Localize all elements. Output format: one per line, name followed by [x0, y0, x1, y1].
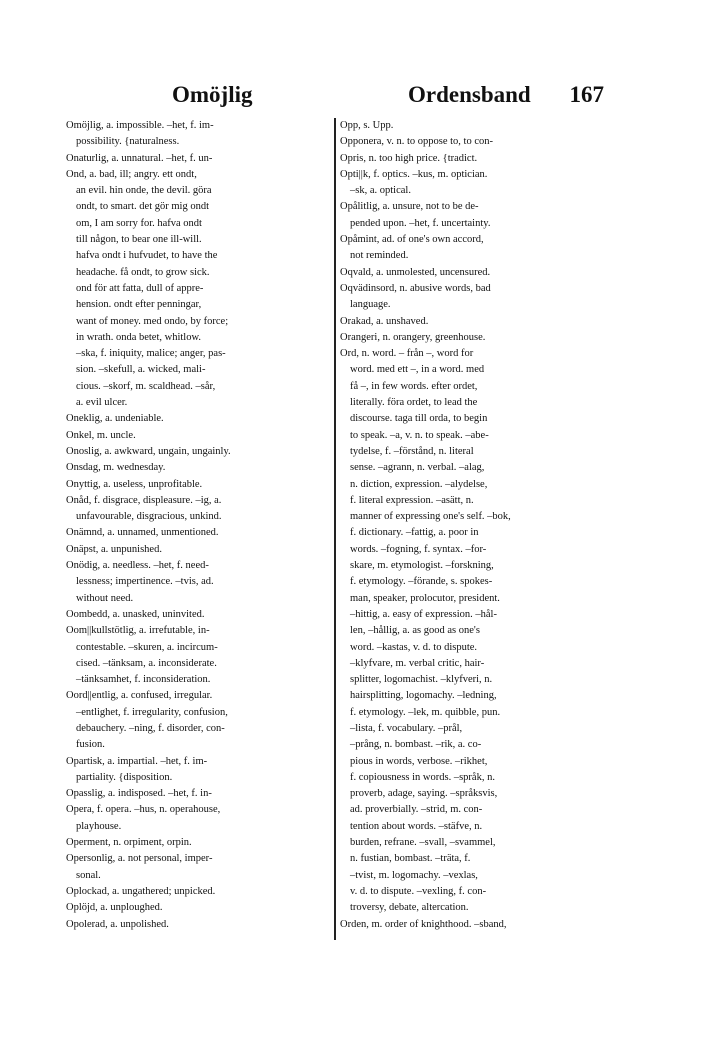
entry-line: v. d. to dispute. –vexling, f. con-	[350, 885, 487, 897]
dictionary-page	[64, 82, 610, 942]
entry-line: want of money. med ondo, by force;	[76, 315, 229, 327]
entry-line: partiality. {disposition.	[76, 771, 173, 783]
entry-line: Onoslig, a. awkward, ungain, ungainly.	[66, 445, 231, 457]
entry-line: Opåmint, ad. of one's own accord,	[340, 234, 484, 246]
entry-line: om, I am sorry for. hafva ondt	[76, 217, 202, 229]
entry-line: discourse. taga till orda, to begin	[350, 413, 488, 425]
entry-line: proverb, adage, saying. –språksvis,	[350, 788, 498, 800]
entry-line: f. etymology. –förande, s. spokes-	[350, 576, 493, 588]
entry-line: Opolerad, a. unpolished.	[66, 918, 169, 930]
entry-line: –tvist, m. logomachy. –vexlas,	[350, 869, 478, 881]
entry-line: Opris, n. too high price. {tradict.	[340, 152, 478, 164]
header-left-guide-word: Omöjlig	[172, 82, 253, 107]
entry-line: in wrath. onda betet, whitlow.	[76, 331, 202, 343]
entry-line: Opartisk, a. impartial. –het, f. im-	[66, 755, 208, 767]
entry-line: pended upon. –het, f. uncertainty.	[350, 217, 491, 229]
entry-line: troversy, debate, altercation.	[350, 902, 469, 914]
entry-line: without need.	[76, 592, 134, 604]
entry-line: Oplockad, a. ungathered; unpicked.	[66, 885, 216, 897]
entry-line: literally. föra ordet, to lead the	[350, 397, 478, 409]
entry-line: f. etymology. –lek, m. quibble, pun.	[350, 706, 501, 718]
entry-line: f. dictionary. –fattig, a. poor in	[350, 527, 479, 539]
entry-line: hension. ondt efter penningar,	[76, 299, 202, 311]
entry-line: Oom||kullstötlig, a. irrefutable, in-	[66, 625, 210, 637]
entry-line: hairsplitting, logomachy. –ledning,	[350, 690, 497, 702]
entry-line: cised. –tänksam, a. inconsiderate.	[76, 657, 217, 669]
entry-line: hafva ondt i hufvudet, to have the	[76, 250, 218, 262]
entry-line: to speak. –a, v. n. to speak. –abe-	[350, 429, 489, 441]
entry-line: word. –kastas, v. d. to dispute.	[350, 641, 478, 653]
column-divider	[334, 118, 336, 940]
entry-line: ond för att fatta, dull of appre-	[76, 282, 204, 294]
entry-line: Opersonlig, a. not personal, imper-	[66, 853, 213, 865]
entry-line: Onkel, m. uncle.	[66, 429, 136, 441]
entry-line: Opti||k, f. optics. –kus, m. optician.	[340, 168, 488, 180]
entry-columns	[64, 118, 610, 940]
entry-line: manner of expressing one's self. –bok,	[350, 511, 511, 523]
page-number: 167	[569, 82, 604, 107]
entry-line: Onämnd, a. unnamed, unmentioned.	[66, 527, 219, 539]
entry-line: ondt, to smart. det gör mig ondt	[76, 201, 209, 213]
entry-line: not reminded.	[350, 250, 409, 262]
entry-line: Operment, n. orpiment, orpin.	[66, 837, 192, 849]
entry-line: pious in words, verbose. –rikhet,	[350, 755, 488, 767]
entry-line: debauchery. –ning, f. disorder, con-	[76, 722, 225, 734]
entry-line: Oord||entlig, a. confused, irregular.	[66, 690, 213, 702]
entry-line: Orangeri, n. orangery, greenhouse.	[340, 331, 486, 343]
entry-line: Onaturlig, a. unnatural. –het, f. un-	[66, 152, 213, 164]
entry-line: playhouse.	[76, 820, 122, 832]
entry-line: language.	[350, 299, 391, 311]
entry-line: –tänksamhet, f. inconsideration.	[76, 674, 211, 686]
entry-line: –entlighet, f. irregularity, confusion,	[76, 706, 228, 718]
entry-line: n. diction, expression. –alydelse,	[350, 478, 488, 490]
entry-line: –ska, f. iniquity, malice; anger, pas-	[76, 348, 226, 360]
running-header	[64, 82, 610, 114]
entry-line: Onåd, f. disgrace, displeasure. –ig, a.	[66, 494, 222, 506]
entry-line: burden, refrane. –svall, –svammel,	[350, 837, 496, 849]
entry-line: Opera, f. opera. –hus, n. operahouse,	[66, 804, 221, 816]
left-column	[66, 118, 332, 940]
entry-line: Omöjlig, a. impossible. –het, f. im-	[66, 120, 214, 131]
entry-line: –sk, a. optical.	[350, 185, 411, 197]
entry-line: a. evil ulcer.	[76, 397, 128, 409]
entry-line: –lista, f. vocabulary. –prål,	[350, 722, 463, 734]
entry-line: ad. proverbially. –strid, m. con-	[350, 804, 483, 816]
entry-line: headache. få ondt, to grow sick.	[76, 266, 210, 278]
entry-line: sense. –agrann, n. verbal. –alag,	[350, 462, 485, 474]
entry-line: tention about words. –stäfve, n.	[350, 820, 483, 832]
entry-line: till någon, to bear one ill-will.	[76, 234, 202, 246]
entry-line: Opponera, v. n. to oppose to, to con-	[340, 136, 493, 148]
entry-line: cious. –skorf, m. scaldhead. –sår,	[76, 380, 216, 392]
entry-line: f. literal expression. –asätt, n.	[350, 494, 474, 506]
entry-line: Ord, n. word. – från –, word for	[340, 348, 474, 360]
entry-line: Oplöjd, a. unploughed.	[66, 902, 163, 914]
entry-line: –prång, n. bombast. –rik, a. co-	[350, 739, 482, 751]
entry-line: tydelse, f. –förstånd, n. literal	[350, 445, 474, 457]
entry-line: Oqvädinsord, n. abusive words, bad	[340, 282, 491, 294]
entry-line: Onäpst, a. unpunished.	[66, 543, 162, 555]
entry-line: fusion.	[76, 739, 105, 751]
entry-line: man, speaker, prolocutor, president.	[350, 592, 500, 604]
entry-line: –klyfvare, m. verbal critic, hair-	[350, 657, 485, 669]
entry-line: unfavourable, disgracious, unkind.	[76, 511, 222, 523]
entry-line: len, –hållig, a. as good as one's	[350, 625, 480, 637]
entry-line: sonal.	[76, 869, 101, 881]
header-right-guide-word: Ordensband	[408, 82, 531, 107]
entry-line: an evil. hin onde, the devil. göra	[76, 185, 212, 197]
entry-line: –hittig, a. easy of expression. –hål-	[350, 608, 497, 620]
entry-line: Opasslig, a. indisposed. –het, f. in-	[66, 788, 212, 800]
entry-line: n. fustian, bombast. –träta, f.	[350, 853, 471, 865]
entry-line: skare, m. etymologist. –forskning,	[350, 560, 494, 572]
entry-line: f. copiousness in words. –språk, n.	[350, 771, 495, 783]
entry-line: Oqvald, a. unmolested, uncensured.	[340, 266, 491, 278]
entry-line: Opp, s. Upp.	[340, 120, 394, 131]
entry-line: Oneklig, a. undeniable.	[66, 413, 164, 425]
right-column	[340, 118, 606, 940]
entry-line: få –, in few words. efter ordet,	[350, 380, 478, 392]
entry-line: Orden, m. order of knighthood. –sband,	[340, 918, 507, 930]
entry-line: possibility. {naturalness.	[76, 136, 180, 148]
entry-line: Onsdag, m. wednesday.	[66, 462, 166, 474]
entry-line: word. med ett –, in a word. med	[350, 364, 485, 376]
entry-line: sion. –skefull, a. wicked, mali-	[76, 364, 206, 376]
entry-line: Onyttig, a. useless, unprofitable.	[66, 478, 203, 490]
entry-line: words. –fogning, f. syntax. –for-	[350, 543, 487, 555]
entry-line: Orakad, a. unshaved.	[340, 315, 429, 327]
entry-line: Opålitlig, a. unsure, not to be de-	[340, 201, 479, 213]
entry-line: Onödig, a. needless. –het, f. need-	[66, 560, 209, 572]
entry-line: Oombedd, a. unasked, uninvited.	[66, 608, 205, 620]
entry-line: contestable. –skuren, a. incircum-	[76, 641, 218, 653]
entry-line: Ond, a. bad, ill; angry. ett ondt,	[66, 168, 197, 180]
entry-line: splitter, logomachist. –klyfveri, n.	[350, 674, 493, 686]
entry-line: lessness; impertinence. –tvis, ad.	[76, 576, 214, 588]
